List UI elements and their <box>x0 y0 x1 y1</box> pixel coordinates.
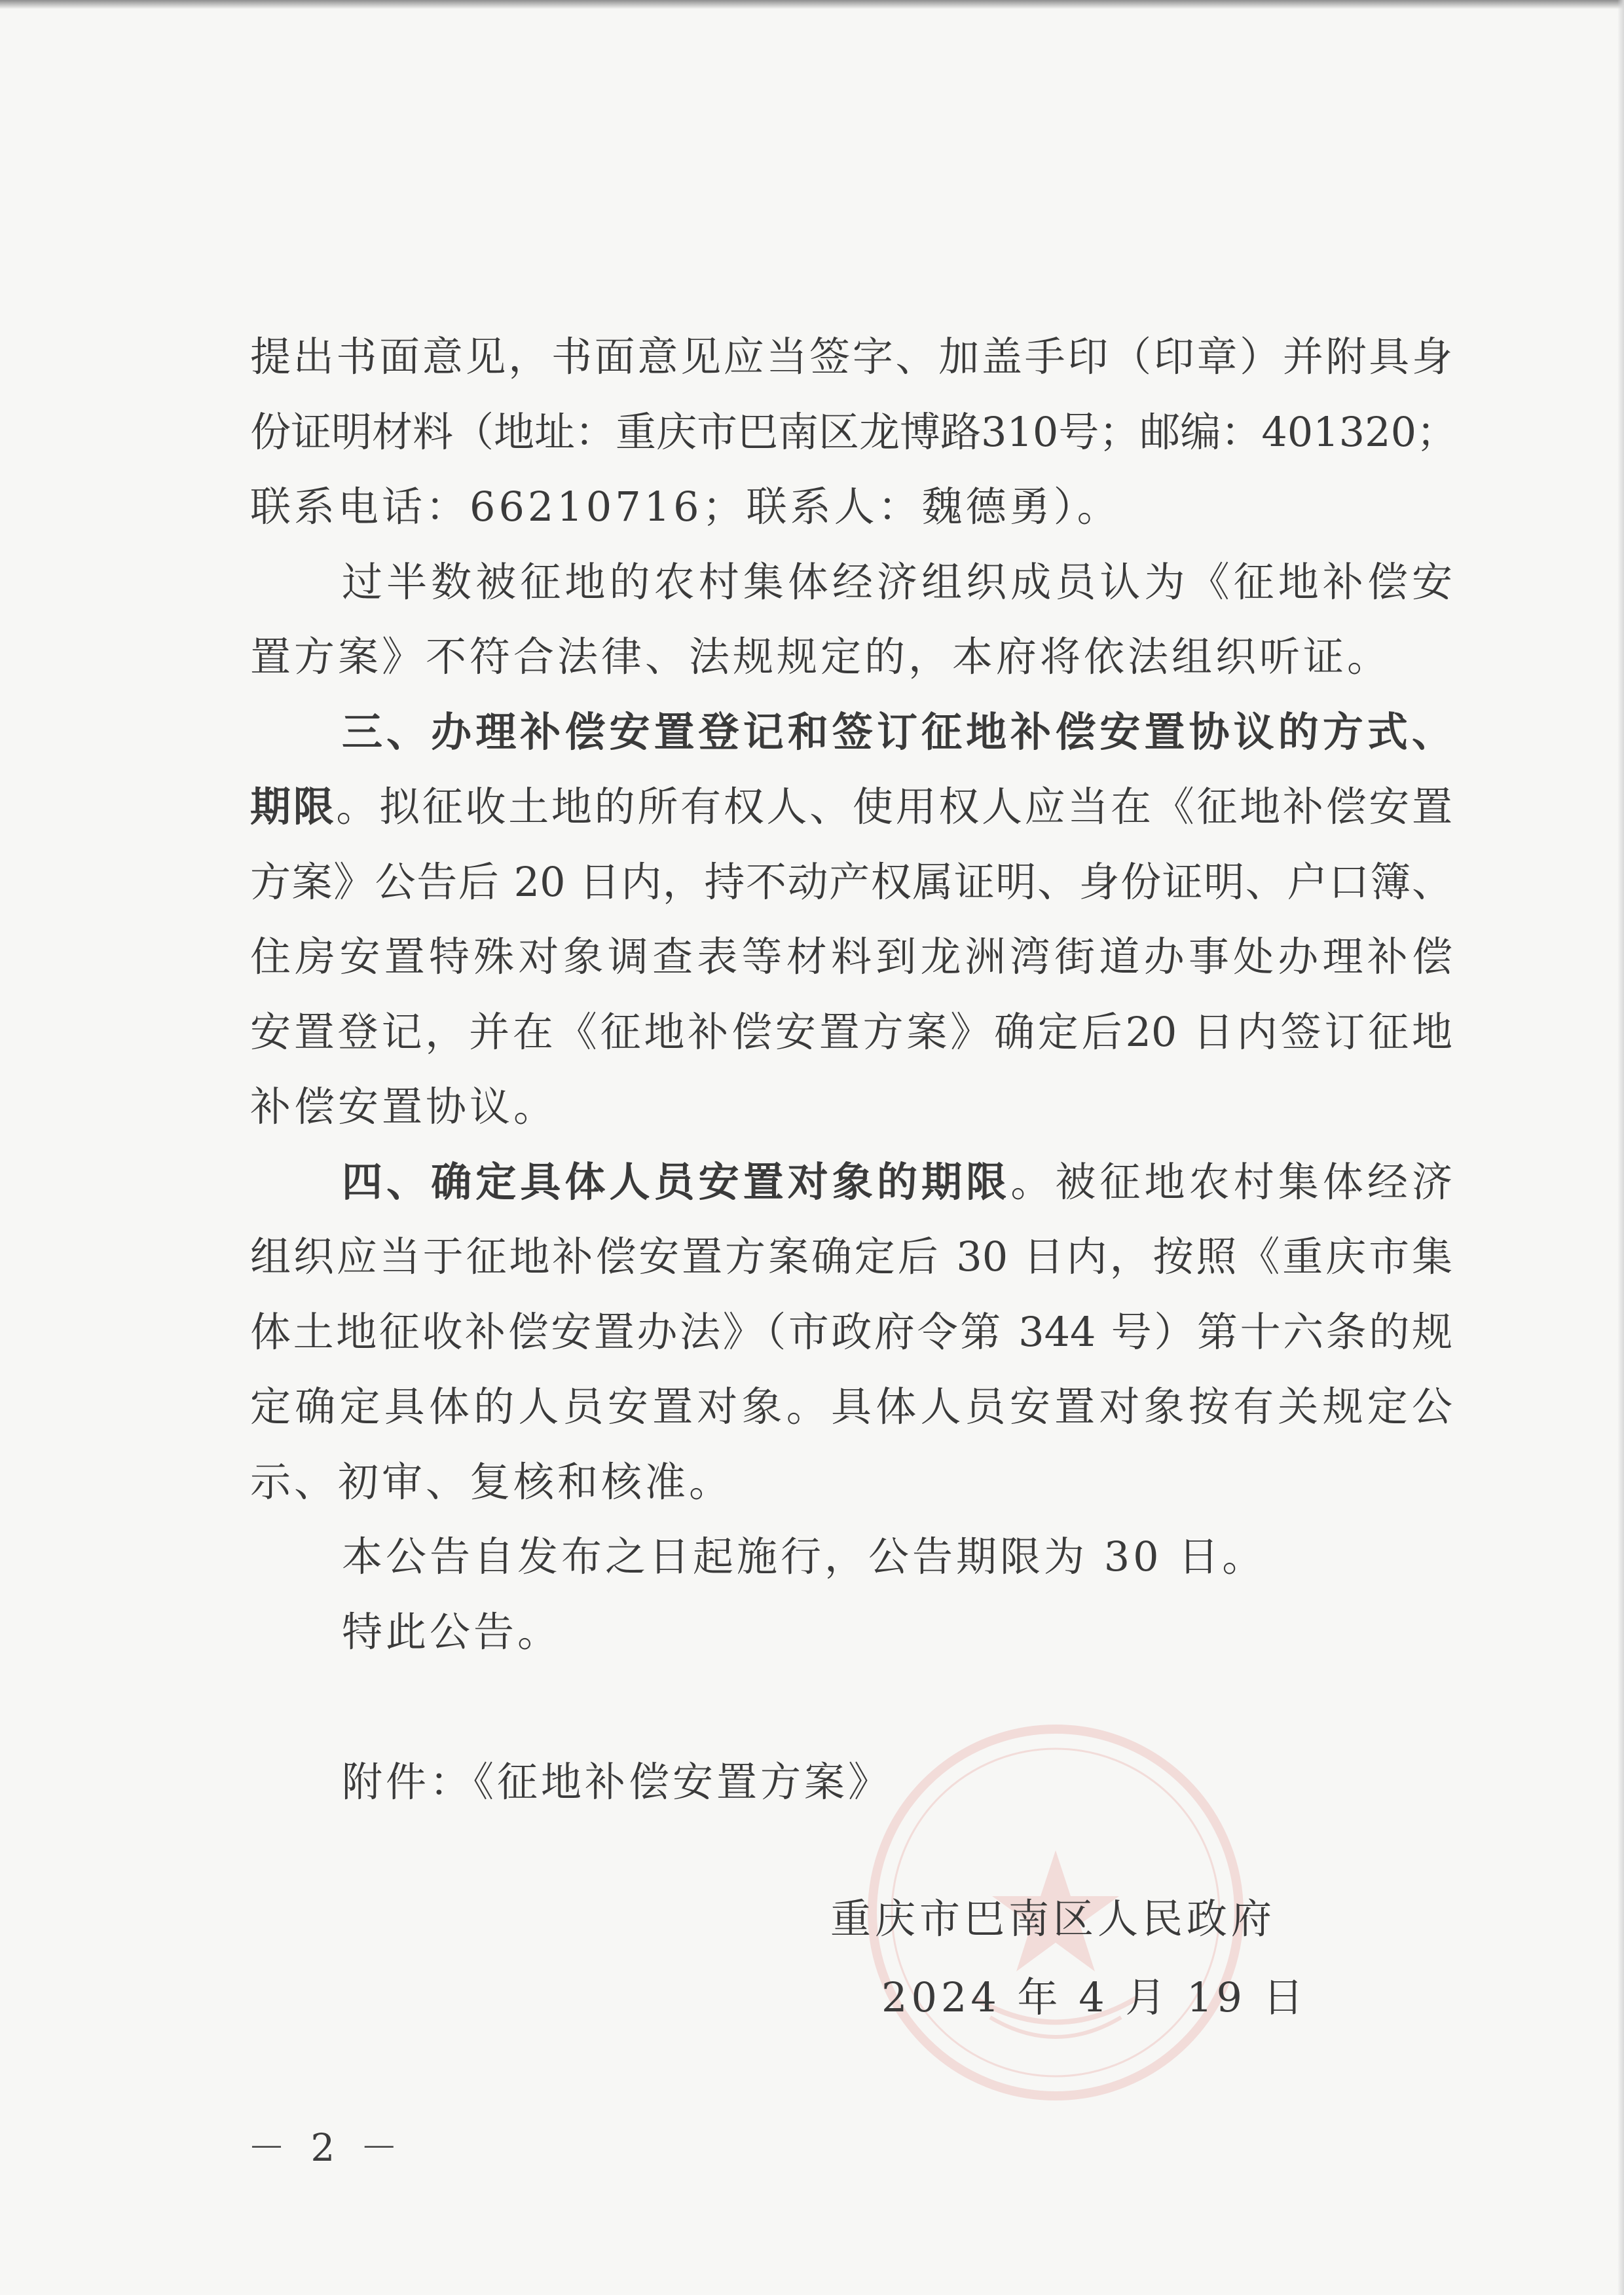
issuer-name: 重庆市巴南区人民政府 <box>830 1895 1276 1943</box>
page-number: － 2 － <box>248 2125 405 2170</box>
notice-body <box>250 320 1458 1819</box>
section-3-heading: 三、办理补偿安置登记和签订征地补偿安置协议的方式、 <box>342 707 1452 756</box>
section-4-line-4: 定确定具体的人员安置对象。具体人员安置对象按有关规定公 <box>250 1383 1452 1430</box>
section-4-line-2: 组织应当于征地补偿安置方案确定后 30 日内，按照《重庆市集 <box>250 1233 1452 1280</box>
section-4-line-1-text: 。被征地农村集体经济 <box>1010 1157 1452 1206</box>
section-3-line-6: 补偿安置协议。 <box>250 1083 558 1130</box>
paragraph-1-line-1: 提出书面意见，书面意见应当签字、加盖手印（印章）并附具身 <box>250 333 1452 381</box>
section-3-heading-continuation: 期限 <box>250 783 337 830</box>
section-4-line-3: 体土地征收补偿安置办法》（市政府令第 344 号）第十六条的规 <box>250 1307 1452 1356</box>
scan-top-shadow <box>0 0 1624 9</box>
issue-date: 2024 年 4 月 19 日 <box>881 1973 1308 2021</box>
paragraph-2-line-1: 过半数被征地的农村集体经济组织成员认为《征地补偿安 <box>342 557 1452 606</box>
section-3-line-5: 安置登记，并在《征地补偿安置方案》确定后20 日内签订征地 <box>250 1007 1452 1056</box>
paragraph-1-line-2: 份证明材料（地址：重庆市巴南区龙博路310号；邮编：401320； <box>250 407 1458 456</box>
section-3-line-2 <box>250 770 1452 845</box>
section-3-line-3: 方案》公告后 20 日内，持不动产权属证明、身份证明、户口簿、 <box>250 857 1452 906</box>
scan-right-edge <box>1617 0 1624 2295</box>
section-4-line-5: 示、初审、复核和核准。 <box>250 1457 733 1506</box>
section-3-line-2-text: 。拟征收土地的所有权人、使用权人应当在《征地补偿安置 <box>336 783 1452 830</box>
paragraph-1-line-3: 联系电话：66210716；联系人：魏德勇）。 <box>250 483 1121 531</box>
section-4-heading: 四、确定具体人员安置对象的期限 <box>342 1157 1011 1206</box>
paragraph-2-line-2: 置方案》不符合法律、法规规定的，本府将依法组织听证。 <box>250 633 1392 681</box>
section-3-line-4: 住房安置特殊对象调查表等材料到龙洲湾街道办事处办理补偿 <box>250 933 1452 980</box>
section-4-line-1 <box>250 1145 1452 1220</box>
closing-phrase: 特此公告。 <box>342 1607 562 1656</box>
blank-spacer <box>250 1670 1452 1745</box>
effective-notice: 本公告自发布之日起施行，公告期限为 30 日。 <box>342 1533 1266 1580</box>
attachment-line: 附件：《征地补偿安置方案》 <box>342 1757 893 1806</box>
signature-block <box>830 1880 1308 2037</box>
